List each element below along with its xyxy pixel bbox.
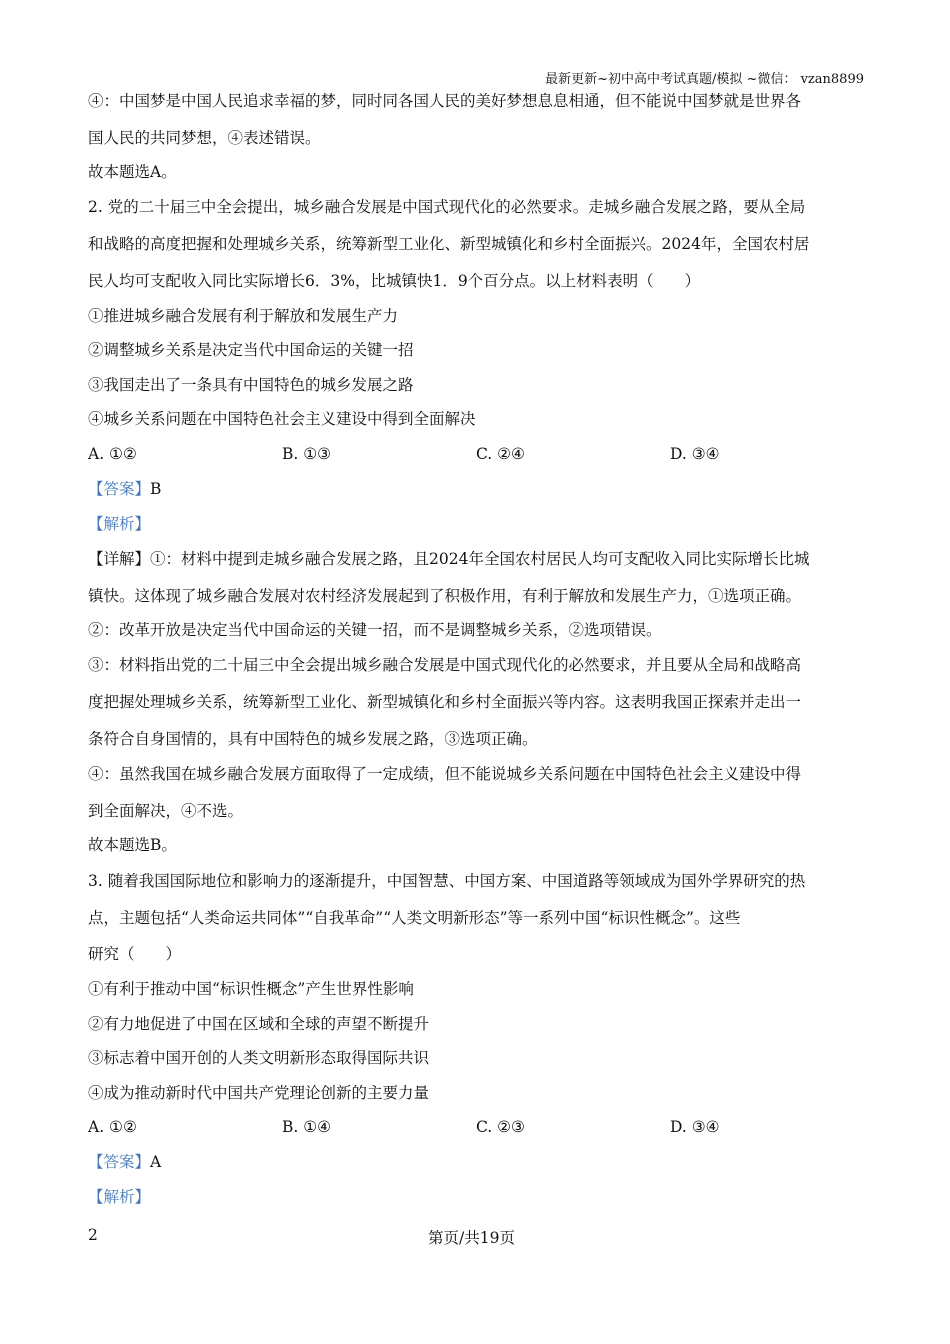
text-line: ④城乡关系问题在中国特色社会主义建设中得到全面解决 xyxy=(88,410,476,428)
text-line: 度把握处理城乡关系，统筹新型工业化、新型城镇化和乡村全面振兴等内容。这表明我国正探索并走出一 xyxy=(88,693,802,711)
text-line: 点，主题包括“人类命运共同体”“自我革命”“人类文明新形态”等一系列中国“标识性概念”。这些 xyxy=(88,909,741,927)
text-line: ②：改革开放是决定当代中国命运的关键一招，而不是调整城乡关系，②选项错误。 xyxy=(88,621,662,639)
text-line: 和战略的高度把握和处理城乡关系，统筹新型工业化、新型城镇化和乡村全面振兴。2024年，全国农村居 xyxy=(88,235,810,253)
option: D. ③④ xyxy=(670,445,720,463)
answer-value: A xyxy=(150,1153,162,1171)
text-line: 故本题选B。 xyxy=(88,836,177,854)
text-line: ②调整城乡关系是决定当代中国命运的关键一招 xyxy=(88,341,414,359)
section-label: 【答案】 xyxy=(88,1153,151,1171)
text-line: ①有利于推动中国“标识性概念”产生世界性影响 xyxy=(88,980,414,998)
text-line: 3. 随着我国国际地位和影响力的逐渐提升，中国智慧、中国方案、中国道路等领域成为国外学界研究的热 xyxy=(88,872,806,890)
option: B. ①④ xyxy=(282,1118,332,1136)
section-label: 【答案】 xyxy=(88,480,151,498)
text-line: 镇快。这体现了城乡融合发展对农村经济发展起到了积极作用，有利于解放和发展生产力，①选项正确。 xyxy=(88,587,802,605)
text-line: ④成为推动新时代中国共产党理论创新的主要力量 xyxy=(88,1084,430,1102)
text-line: ③我国走出了一条具有中国特色的城乡发展之路 xyxy=(88,376,414,394)
option: B. ①③ xyxy=(282,445,332,463)
analysis-label xyxy=(88,1187,150,1207)
text-line: ③标志着中国开创的人类文明新形态取得国际共识 xyxy=(88,1049,430,1067)
option: C. ②④ xyxy=(476,445,525,463)
text-line: ④：虽然我国在城乡融合发展方面取得了一定成绩，但不能说城乡关系问题在中国特色社会主义建设中得 xyxy=(88,765,802,783)
answer-line xyxy=(88,1152,161,1172)
text-line: 研究（ ） xyxy=(88,945,182,963)
text-line: 条符合自身国情的，具有中国特色的城乡发展之路，③选项正确。 xyxy=(88,730,538,748)
option: A. ①② xyxy=(88,1118,137,1136)
text-line: 【详解】①：材料中提到走城乡融合发展之路，且2024年全国农村居民人均可支配收入同比实际增长比城 xyxy=(88,550,810,568)
page-number: 2 xyxy=(88,1226,98,1244)
analysis-label xyxy=(88,514,150,534)
text-line: ②有力地促进了中国在区域和全球的声望不断提升 xyxy=(88,1015,430,1033)
watermark-header: 最新更新~初中高中考试真题/模拟 ~微信： vzan8899 xyxy=(545,72,864,87)
answer-line xyxy=(88,479,161,499)
section-label: 【解析】 xyxy=(88,515,151,533)
option: C. ②③ xyxy=(476,1118,525,1136)
text-line: 故本题选A。 xyxy=(88,163,177,181)
answer-value: B xyxy=(150,480,162,498)
text-line: 国人民的共同梦想，④表述错误。 xyxy=(88,129,321,147)
text-line: 2. 党的二十届三中全会提出，城乡融合发展是中国式现代化的必然要求。走城乡融合发展之路，要从全局 xyxy=(88,198,806,216)
text-line: ④：中国梦是中国人民追求幸福的梦，同时同各国人民的美好梦想息息相通，但不能说中国梦就是世界各 xyxy=(88,92,802,110)
section-label: 【解析】 xyxy=(88,1188,151,1206)
option: D. ③④ xyxy=(670,1118,720,1136)
text-line: 到全面解决，④不选。 xyxy=(88,802,244,820)
page-count: 第页/共19页 xyxy=(428,1229,515,1247)
text-line: ③：材料指出党的二十届三中全会提出城乡融合发展是中国式现代化的必然要求，并且要从全局和战略高 xyxy=(88,656,802,674)
option: A. ①② xyxy=(88,445,137,463)
text-line: ①推进城乡融合发展有利于解放和发展生产力 xyxy=(88,307,399,325)
text-line: 民人均可支配收入同比实际增长6．3%，比城镇快1．9个百分点。以上材料表明（ ） xyxy=(88,272,701,290)
